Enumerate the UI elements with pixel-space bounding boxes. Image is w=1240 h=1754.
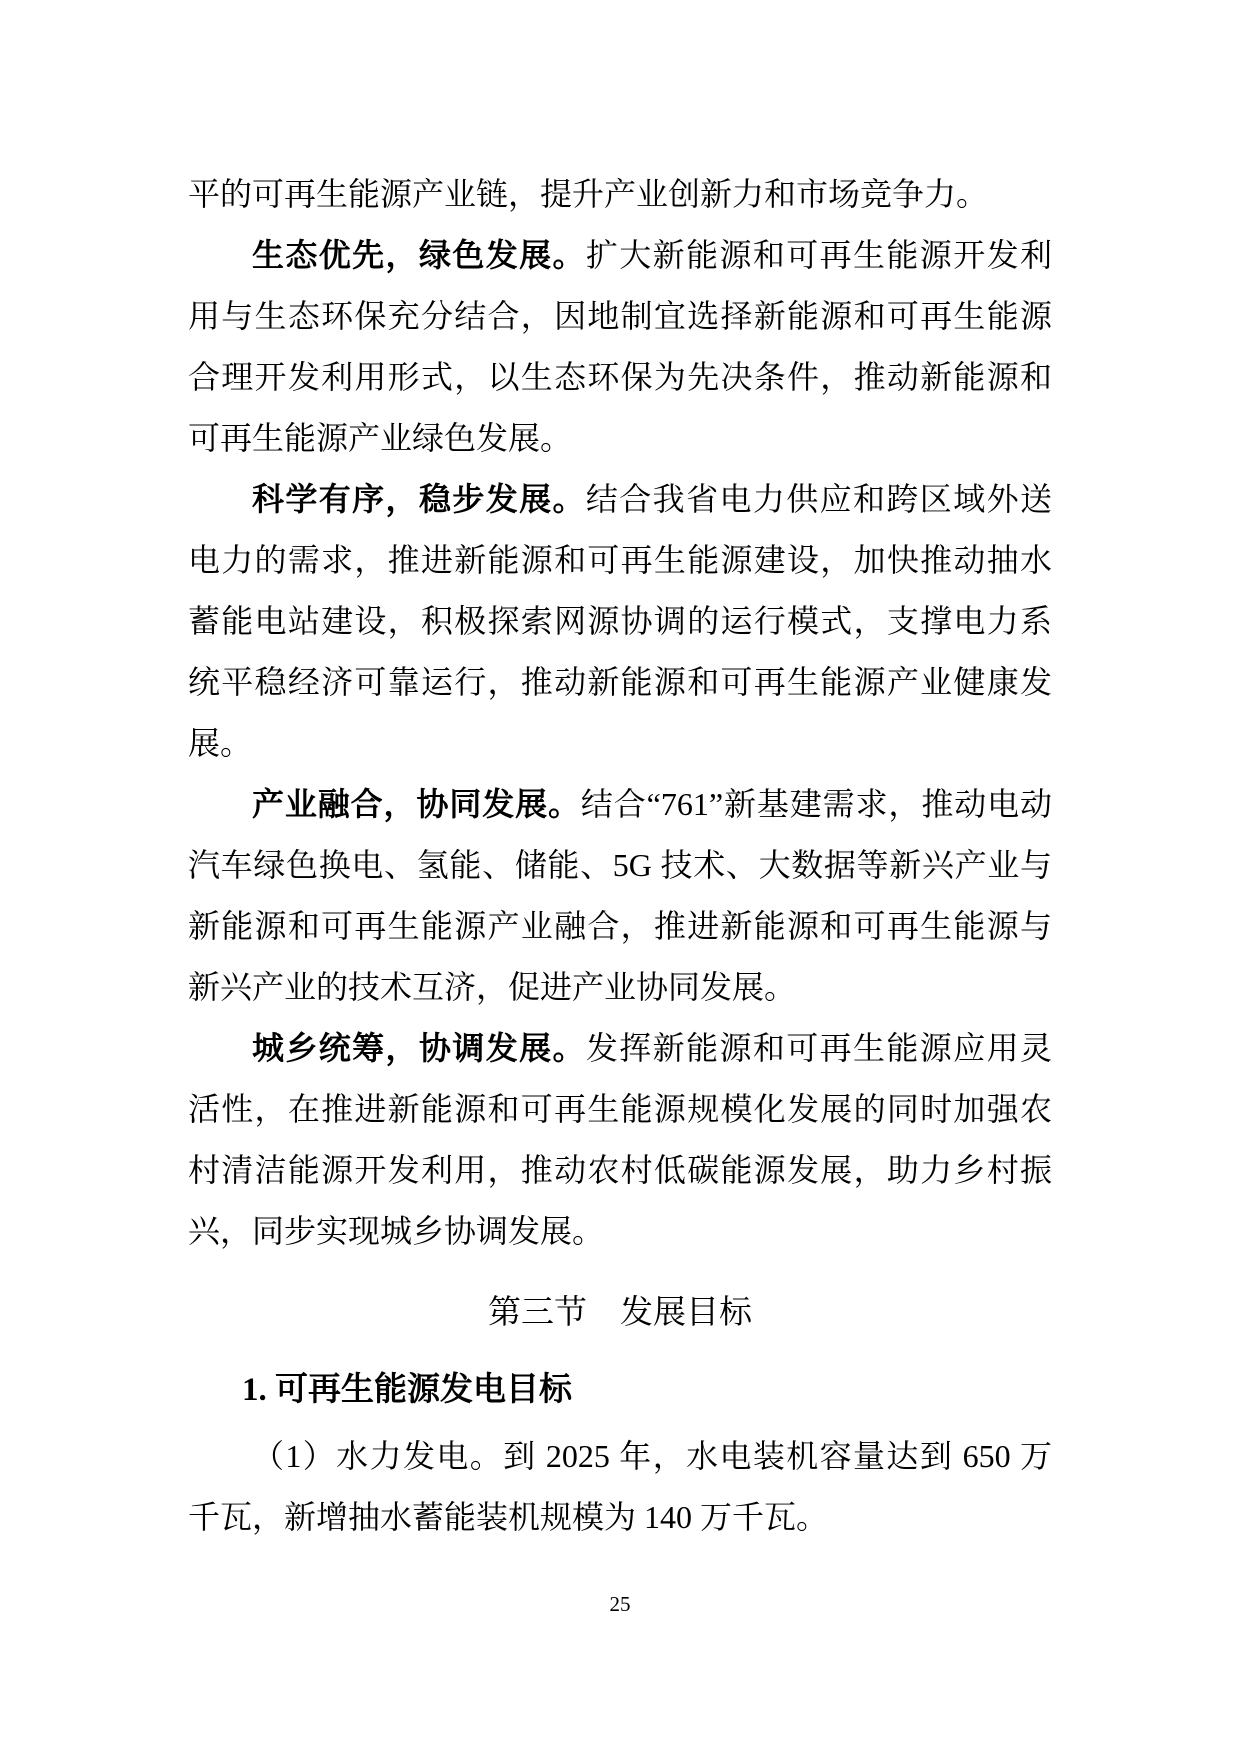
text-line xyxy=(188,957,1052,1018)
text-line xyxy=(188,1079,1052,1140)
section-heading xyxy=(188,1283,1052,1344)
body-text: 村清洁能源开发利用，推动农村低碳能源发展，助力乡村振 xyxy=(188,1152,1052,1188)
text-line xyxy=(188,591,1052,652)
text-line xyxy=(188,225,1052,286)
body-text: 电力的需求，推进新能源和可再生能源建设，加快推动抽水 xyxy=(188,542,1052,578)
text-line xyxy=(188,652,1052,713)
body-text: 扩大新能源和可再生能源开发利 xyxy=(585,237,1052,273)
emphasis-text: 城乡统筹，协调发展。 xyxy=(252,1030,586,1066)
text-line xyxy=(188,774,1052,835)
body-text: 新能源和可再生能源产业融合，推进新能源和可再生能源与 xyxy=(188,908,1052,944)
body-text: 兴，同步实现城乡协调发展。 xyxy=(188,1213,605,1249)
text-line xyxy=(188,1426,1052,1487)
body-text: 可再生能源产业绿色发展。 xyxy=(188,420,573,456)
text-line xyxy=(188,164,1052,225)
text-line xyxy=(188,1140,1052,1201)
text-line xyxy=(188,530,1052,591)
emphasis-text: 产业融合，协同发展。 xyxy=(252,786,581,822)
body-text: 活性，在推进新能源和可再生能源规模化发展的同时加强农 xyxy=(188,1091,1052,1127)
text-line xyxy=(188,1487,1052,1548)
text-line xyxy=(188,408,1052,469)
body-text: 新兴产业的技术互济，促进产业协同发展。 xyxy=(188,969,797,1005)
text-line xyxy=(188,896,1052,957)
text-line xyxy=(188,835,1052,896)
text-line xyxy=(188,286,1052,347)
emphasis-text: 科学有序，稳步发展。 xyxy=(252,481,586,517)
emphasis-text: 生态优先，绿色发展。 xyxy=(252,237,586,273)
text-line xyxy=(188,713,1052,774)
body-text: 合理开发利用形式，以生态环保为先决条件，推动新能源和 xyxy=(188,359,1052,395)
body-text: 千瓦，新增抽水蓄能装机规模为 140 万千瓦。 xyxy=(188,1499,829,1535)
body-text: 结合“761”新基建需求，推动电动 xyxy=(580,786,1052,822)
body-text: 发挥新能源和可再生能源应用灵 xyxy=(585,1030,1052,1066)
body-text: 结合我省电力供应和跨区域外送 xyxy=(585,481,1052,517)
body-text: 汽车绿色换电、氢能、储能、5G 技术、大数据等新兴产业与 xyxy=(188,847,1052,883)
body-text: 第三节 发展目标 xyxy=(488,1295,752,1331)
emphasis-text: 1. 可再生能源发电目标 xyxy=(242,1372,572,1408)
numbered-heading xyxy=(188,1360,1052,1421)
body-text: 蓄能电站建设，积极探索网源协调的运行模式，支撑电力系 xyxy=(188,603,1052,639)
body-text: 统平稳经济可靠运行，推动新能源和可再生能源产业健康发 xyxy=(188,664,1052,700)
page-number: 25 xyxy=(609,1592,631,1616)
body-text: 平的可再生能源产业链，提升产业创新力和市场竞争力。 xyxy=(188,176,989,212)
body-text: 展。 xyxy=(188,725,253,761)
document-body xyxy=(188,164,1052,1548)
text-line xyxy=(188,1018,1052,1079)
body-text: （1）水力发电。到 2025 年，水电装机容量达到 650 万 xyxy=(252,1438,1052,1474)
text-line xyxy=(188,1201,1052,1262)
text-line xyxy=(188,347,1052,408)
body-text: 用与生态环保充分结合，因地制宜选择新能源和可再生能源 xyxy=(188,298,1052,334)
text-line xyxy=(188,469,1052,530)
